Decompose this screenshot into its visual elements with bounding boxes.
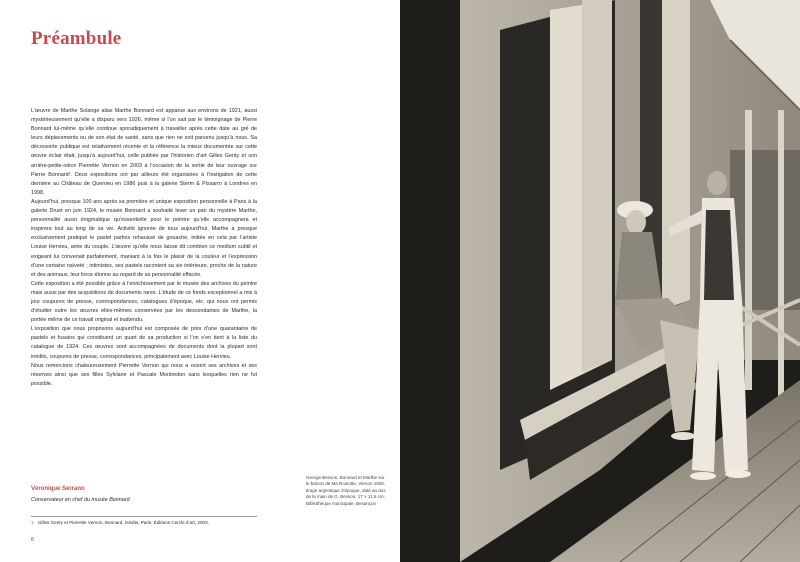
body-text (31, 107, 257, 389)
paragraph: L’œuvre de Marthe Solange alias Marthe Bonnard est apparue aux environs de 1921, aussi mystérieusement qu’elle a disparu vers 1926, même si l’on sait par le témoignage de Pierre Bonnard lui-même qu’elle continue sporadiquement à travailler après cette date au gré de leurs déplacements ou de son état de santé, sans que rien ne soit parvenu jusqu’à nous. Sa découverte publique est relativement récente et la référence la mieux documentée sur cette œuvre éclair était, jusqu’à aujourd’hui, celle publiée par l’historien d’art Gilles Genty et son arrière-petite-nièce Pierrette Vernon en 2003 à l’occasion de la sortie de leur ouvrage sur Pierre Bonnard¹. Deux expositions ont par ailleurs été organisées à l’instigation de cette dernière au Château de Querrieu en 1986 puis à la galerie Sterm & Pissarro à Londres en 1998. (31, 108, 257, 196)
footnote-text: Gilles Genty et Pierrette Vernon, Bonnard, inédits, Paris, Éditions Cercle d’art, 2003. (37, 520, 209, 525)
page-number: 8 (31, 537, 34, 543)
footnote-number: 1 (31, 520, 34, 525)
page-title: Préambule (31, 28, 122, 49)
photograph-illustration (400, 0, 800, 562)
footnote (31, 520, 209, 525)
signature-role: Conservateur en chef du musée Bonnard (31, 497, 130, 503)
paragraph: Cette exposition a été possible grâce à l’enrichissement par le musée des archives du peintre mais aussi par des acquisitions de documents rares. L’étude de ce fonds exceptionnel a mis à jour coupures de presse, correspondances, catalogues d’époque, etc. qui nous ont permis d’étudier outre les œuvres elles-mêmes conservées par les descendantes de Marthe, la portée même de ce travail original et inattendu. (31, 280, 257, 324)
photograph (400, 0, 800, 562)
footnote-divider (31, 516, 257, 517)
paragraph: Aujourd’hui, presque 100 ans après sa première et unique exposition personnelle à Paris à la galerie Druet en juin 1924, le musée Bonnard a souhaité lever un pan du mystère Marthe, personnalité aussi énigmatique qu’essentielle pour le peintre qu’elle accompagnera et inspirera tout au long de sa vie. Activité ignorée de tous aujourd’hui, Marthe a presque exclusivement pratiqué le pastel parfois rehaussé de gouache, initiée en cela par l’artiste Louise Hervieu, amie du couple. L’œuvre qu’elle nous laisse dit combien ce medium subtil et exigeant lui convenait parfaitement, maniant à la fois le plaisir de la couleur et l’expression d’une certaine naïveté ; intimistes, ses pastels racontent sa vie intérieure, proche de la nature et des animaux, leur force étonne au regard de sa personnalité effacée. (31, 198, 257, 278)
signature-name: Véronique Serrano (31, 486, 85, 492)
photo-caption: George Besson, Bonnard et Marthe sur le balcon de Ma Roulotte, Vernon 1920, tirage argentique d’époque, daté au dos de la main de G. Besson, 17 × 11,6 cm, Bibliothèque municipale, Besançon (306, 475, 386, 506)
paragraph: L’exposition que nous proposons aujourd’hui est composée de près d’une quarantaine de pastels et fusains qui constituent un quart de sa production si l’on s’en tient à la liste du catalogue de 1924. Ces œuvres sont accompagnées de documents dont la plupart sont inédits, coupures de presse, correspondances, principalement avec Louise Hervieu. (31, 326, 257, 360)
paragraph: Nous remercions chaleureusement Pierrette Vernon qui nous a ouvert ses archives et ses réserves ainsi que ses filles Sylviane et Pascale Montredon sans lesquelles rien ne fut possible. (31, 362, 257, 387)
